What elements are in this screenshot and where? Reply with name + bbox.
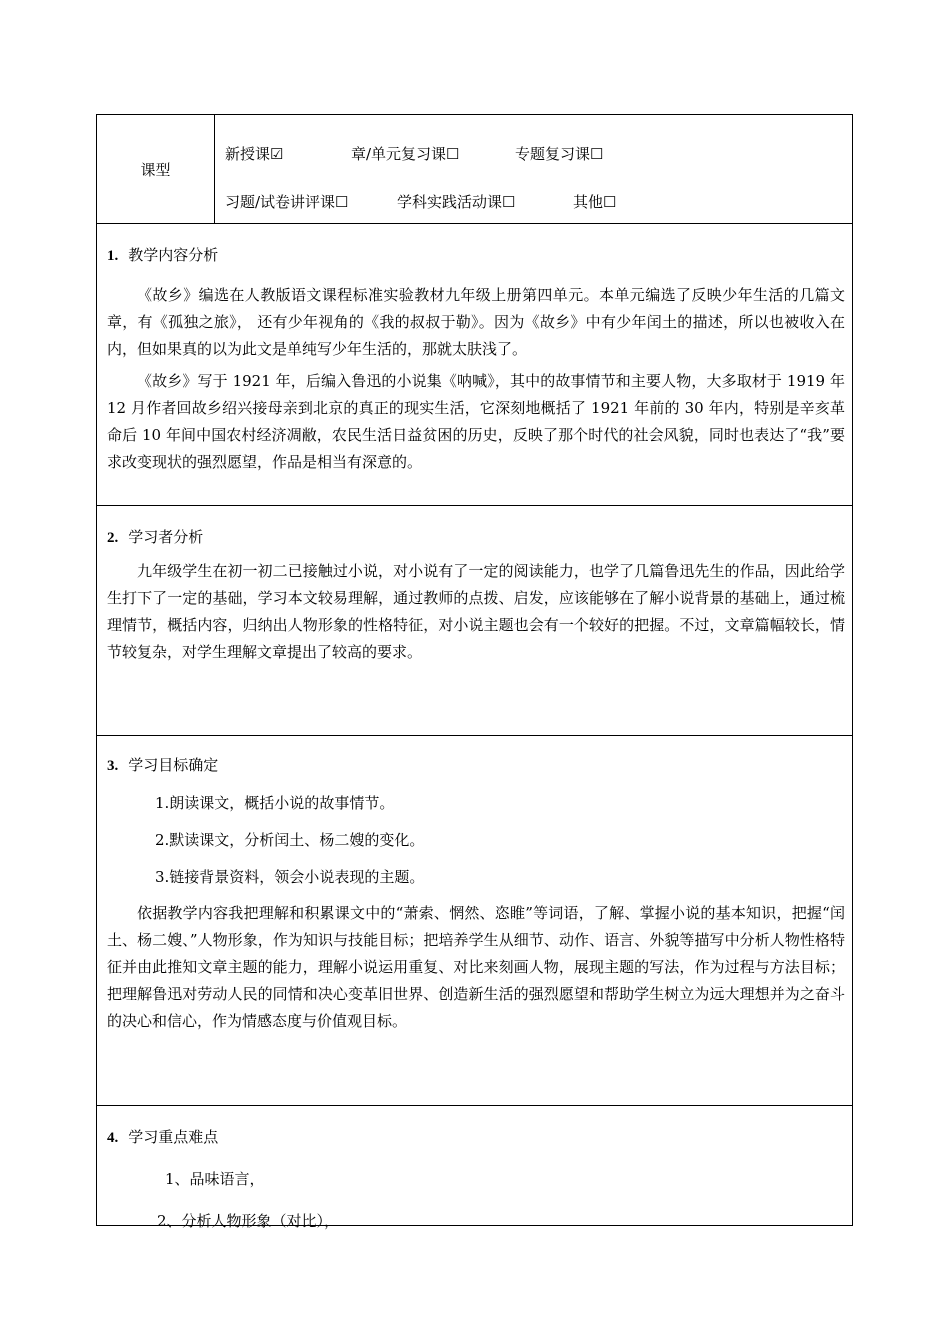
option-new-lesson[interactable]: 新授课☑ <box>225 145 284 163</box>
option-topic-review[interactable]: 专题复习课☐ <box>515 145 604 163</box>
section-title <box>107 754 218 775</box>
paragraph: 《故乡》写于 1921 年，后编入鲁迅的小说集《呐喊》，其中的故事情节和主要人物，大多取材于 1919 年 12 月作者回故乡绍兴接母亲到北京的真正的现实生活，它深刻地概括了 1921 年前的 30 年内，特别是辛亥革命后 10 年间中国农村经济凋敝，农民生活日益贫困的历史，反映了那个时代的社会风貌，同时也表达了“我”要求改变现状的强烈愿望，作品是相当有深意的。 <box>107 372 845 471</box>
paragraph: 依据教学内容我把理解和积累课文中的“萧索、惘然、恣睢”等词语，了解、掌握小说的基本知识，把握“闰土、杨二嫂、”人物形象，作为知识与技能目标；把培养学生从细节、动作、语言、外貌等描写中分析人物性格特征并由此推知文章主题的能力，理解小说运用重复、对比来刻画人物，展现主题的写法，作为过程与方法目标；把理解鲁迅对劳动人民的同情和决心变革旧世界、创造新生活的强烈愿望和帮助学生树立为远大理想并为之奋斗的决心和信心，作为情感态度与价值观目标。 <box>107 904 845 1030</box>
section-title <box>107 244 218 265</box>
section-key-points <box>97 1105 852 1230</box>
goal-item: 3.链接背景资料，领会小说表现的主题。 <box>155 868 425 886</box>
option-other[interactable]: 其他☐ <box>573 193 617 211</box>
lesson-plan-table <box>96 114 853 1230</box>
section-title-text: 教学内容分析 <box>128 246 219 264</box>
option-chapter-review[interactable]: 章/单元复习课☐ <box>351 145 460 163</box>
option-exercise-review[interactable]: 习题/试卷讲评课☐ <box>225 193 349 211</box>
section-learner-analysis <box>97 505 852 735</box>
paragraph: 九年级学生在初一初二已接触过小说，对小说有了一定的阅读能力，也学了几篇鲁迅先生的作品，因此给学生打下了一定的基础，学习本文较易理解，通过教师的点拨、启发，应该能够在了解小说背景的基础上，通过梳理情节，概括内容，归纳出人物形象的性格特征，对小说主题也会有一个较好的把握。不过，文章篇幅较长，情节较复杂，对学生理解文章提出了较高的要求。 <box>107 562 845 661</box>
lesson-type-label: 课型 <box>97 115 215 223</box>
section-title-text: 学习者分析 <box>128 528 204 546</box>
section-number: 3. <box>107 758 119 774</box>
section-content-analysis <box>97 223 852 505</box>
section-title-text: 学习目标确定 <box>128 756 219 774</box>
goal-item: 1.朗读课文，概括小说的故事情节。 <box>155 794 395 812</box>
goal-item: 2.默读课文，分析闰土、杨二嫂的变化。 <box>155 831 425 849</box>
option-practice-activity[interactable]: 学科实践活动课☐ <box>397 193 516 211</box>
section-learning-goals <box>97 735 852 1105</box>
section-title <box>107 526 203 547</box>
key-point-item: 2、分析人物形象（对比）， <box>157 1212 340 1230</box>
lesson-type-row <box>97 115 852 223</box>
section-number: 1. <box>107 248 119 264</box>
section-title <box>107 1126 218 1147</box>
paragraph: 《故乡》编选在人教版语文课程标准实验教材九年级上册第四单元。本单元编选了反映少年生活的几篇文章，有《孤独之旅》， 还有少年视角的《我的叔叔于勒》。因为《故乡》中有少年闰土的描述，所以也被收入在内，但如果真的以为此文是单纯写少年生活的，那就太肤浅了。 <box>107 286 845 358</box>
section-number: 4. <box>107 1130 119 1146</box>
section-title-text: 学习重点难点 <box>128 1128 219 1146</box>
section-number: 2. <box>107 530 119 546</box>
key-point-item: 1、品味语言， <box>165 1170 265 1188</box>
